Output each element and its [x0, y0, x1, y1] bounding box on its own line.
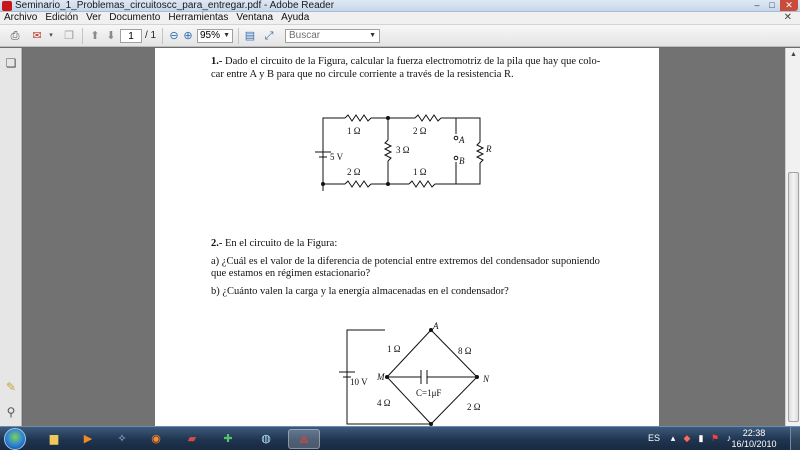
messenger-icon[interactable]: ✚ — [223, 433, 233, 445]
minimize-button[interactable]: – — [754, 0, 760, 10]
c1-battery-label: 5 V — [330, 152, 344, 162]
page-number-input[interactable] — [120, 29, 142, 43]
attachments-icon[interactable]: ⚲ — [6, 405, 16, 419]
problem-2-heading — [211, 237, 337, 250]
taskbar — [0, 426, 800, 450]
chevron-down-icon: ▼ — [223, 32, 230, 39]
prev-page-icon[interactable]: ⬆ — [90, 30, 100, 42]
menu-documento[interactable]: Documento — [109, 12, 161, 23]
problem-1-text-2: car entre A y B para que no circule corriente a través de la resistencia R. — [211, 69, 514, 80]
c2-node-a-label: A — [433, 321, 439, 331]
window-controls — [750, 0, 798, 11]
c2-resistor-2-label: 2 Ω — [467, 402, 481, 412]
search-placeholder: Buscar — [289, 30, 321, 41]
explorer-icon[interactable]: ▆ — [49, 433, 59, 445]
close-document-button[interactable]: ✕ — [783, 12, 792, 23]
show-desktop-button[interactable] — [790, 427, 800, 450]
navigation-pane — [0, 48, 22, 426]
c1-node-a-label: A — [459, 135, 465, 145]
chevron-down-icon: ▼ — [369, 32, 376, 39]
toolbar — [0, 25, 800, 47]
action-center-icon[interactable]: ⚑ — [710, 433, 720, 443]
adobe-reader-icon — [2, 1, 12, 11]
c2-node-m-label: M — [377, 372, 385, 382]
search-input[interactable] — [285, 29, 380, 43]
firefox-icon[interactable]: ◉ — [151, 433, 161, 445]
c2-resistor-8-label: 8 Ω — [458, 346, 472, 356]
pages-panel-icon[interactable]: ❏ — [5, 56, 17, 70]
pdf-page — [155, 48, 659, 426]
c2-capacitor-label: C=1μF — [416, 388, 442, 398]
close-button[interactable]: ✕ — [780, 0, 798, 11]
chrome-icon[interactable]: ◍ — [261, 433, 271, 445]
start-button[interactable] — [4, 428, 26, 450]
save-icon[interactable]: ❐ — [64, 30, 74, 42]
menu-archivo[interactable]: Archivo — [4, 12, 38, 23]
share-dropdown-icon[interactable]: ▾ — [49, 32, 53, 39]
menu-bar — [0, 12, 800, 25]
menu-ver[interactable]: Ver — [86, 12, 102, 23]
menu-ayuda[interactable]: Ayuda — [281, 12, 310, 23]
vertical-scrollbar[interactable] — [785, 48, 800, 426]
toolbar-separator — [82, 28, 83, 44]
adobe-reader-taskbar-icon[interactable]: ⟁ — [288, 429, 320, 449]
fit-width-icon[interactable]: ⤢ — [264, 30, 274, 42]
next-page-icon[interactable]: ⬇ — [106, 30, 116, 42]
c1-resistor-r-label: R — [486, 144, 492, 154]
page-total-label: / 1 — [145, 30, 157, 41]
toolbar-separator — [162, 28, 163, 44]
maximize-button[interactable]: □ — [769, 0, 775, 10]
problem-2-intro: En el circuito de la Figura: — [225, 238, 338, 249]
problem-2-a-line-2: que estamos en régimen estacionario? — [211, 268, 371, 279]
system-tray — [640, 427, 800, 450]
fit-page-icon[interactable]: ▤ — [244, 30, 256, 42]
zoom-select[interactable] — [197, 29, 233, 43]
title-bar — [0, 0, 800, 12]
clock-time[interactable]: 22:38 — [742, 428, 766, 438]
menu-herramientas[interactable]: Herramientas — [168, 12, 229, 23]
language-indicator[interactable]: ES — [648, 433, 661, 443]
volume-icon[interactable]: ♪ — [726, 433, 732, 443]
menu-ventana[interactable]: Ventana — [236, 12, 274, 23]
c1-resistor-5-label: 1 Ω — [413, 167, 427, 177]
problem-2-a-line-1: a) ¿Cuál es el valor de la diferencia de potencial entre extremos del condensador suponiendo — [211, 256, 600, 267]
share-icon[interactable]: ✉ — [32, 30, 42, 42]
c1-resistor-4-label: 2 Ω — [347, 167, 361, 177]
editor-icon[interactable]: ▰ — [187, 433, 197, 445]
clock-date[interactable]: 16/10/2010 — [731, 439, 777, 449]
network-icon[interactable]: ▮ — [698, 433, 704, 443]
window-title: Seminario_1_Problemas_circuitoscc_para_entregar.pdf - Adobe Reader — [15, 0, 335, 11]
comments-icon[interactable]: ✎ — [5, 380, 17, 394]
toolbar-separator — [238, 28, 239, 44]
tray-expand-icon[interactable]: ▴ — [670, 433, 676, 443]
menu-edicion[interactable]: Edición — [45, 12, 79, 23]
c1-resistor-2-label: 2 Ω — [413, 126, 427, 136]
zoom-out-icon[interactable]: ⊖ — [169, 30, 179, 42]
c1-resistor-1-label: 1 Ω — [347, 126, 361, 136]
c2-resistor-1-label: 1 Ω — [387, 344, 401, 354]
problem-2-b: b) ¿Cuánto valen la carga y la energía almacenadas en el condensador? — [211, 286, 509, 297]
c2-resistor-4-label: 4 Ω — [377, 398, 391, 408]
tray-app-icon[interactable]: ◆ — [683, 433, 691, 443]
zoom-value: 95% — [200, 30, 221, 41]
document-viewport[interactable] — [23, 48, 785, 426]
c2-battery-label: 10 V — [350, 377, 368, 387]
c2-node-n-label: N — [483, 374, 490, 384]
problem-2-number: 2.- — [211, 238, 223, 249]
media-player-icon[interactable]: ▶ — [83, 433, 93, 445]
tools-icon[interactable]: ✧ — [117, 433, 127, 445]
c1-node-b-label: B — [459, 156, 465, 166]
problem-1-number: 1.- — [211, 56, 223, 67]
scrollbar-thumb[interactable] — [788, 172, 799, 422]
c1-resistor-3-label: 3 Ω — [396, 145, 410, 155]
scroll-up-icon[interactable]: ▲ — [790, 51, 797, 58]
problem-1-text-1: Dado el circuito de la Figura, calcular la fuerza electromotriz de la pila que hay que colo- — [225, 56, 601, 67]
zoom-in-icon[interactable]: ⊕ — [183, 30, 193, 42]
print-icon[interactable]: ⎙ — [10, 30, 20, 42]
